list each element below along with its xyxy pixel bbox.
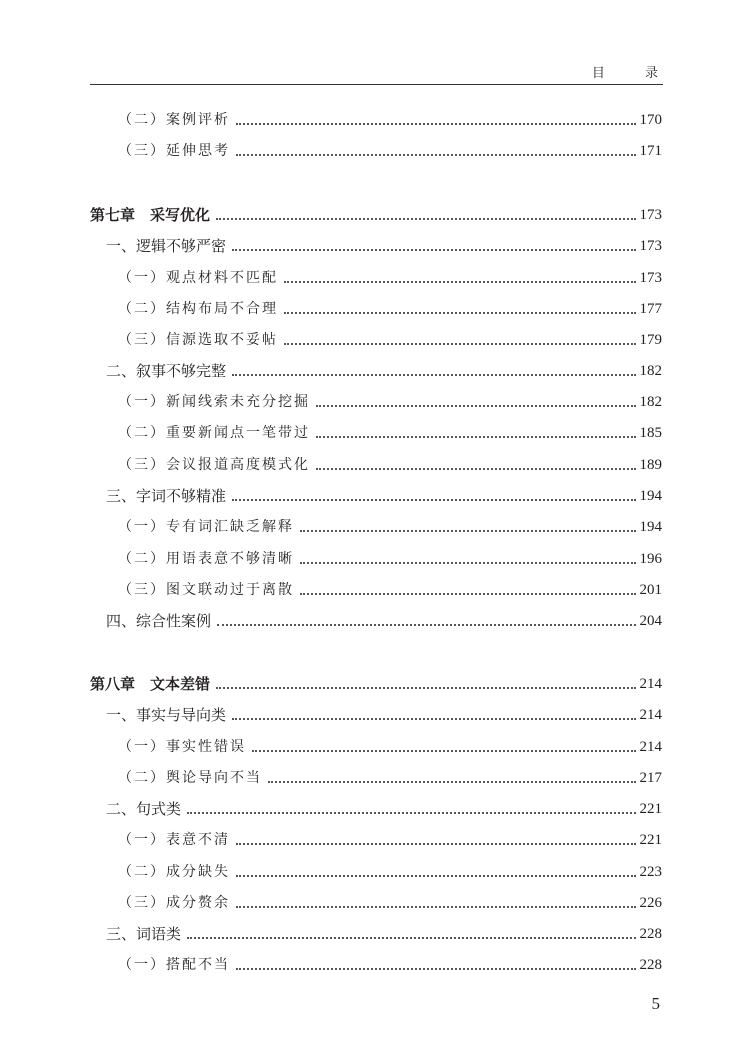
toc-entry[interactable] [0, 671, 662, 693]
toc-entry[interactable] [0, 483, 662, 505]
dot-leader [216, 218, 635, 220]
toc-entry[interactable] [0, 546, 662, 568]
toc-entry[interactable] [0, 827, 662, 849]
dot-leader [300, 530, 636, 532]
dot-leader [232, 249, 635, 251]
toc-entry-title: 一、逻辑不够严密 [106, 237, 227, 255]
toc-entry[interactable] [0, 577, 662, 599]
dot-leader [284, 343, 636, 345]
toc-entry[interactable] [0, 890, 662, 912]
dot-leader [232, 499, 635, 501]
toc-entry-title: （三）会议报道高度模式化 [118, 457, 310, 473]
toc-entry[interactable] [0, 202, 662, 224]
dot-leader [232, 374, 635, 376]
dot-leader [300, 593, 636, 595]
toc-entry[interactable] [0, 107, 662, 129]
toc-entry[interactable] [0, 389, 662, 411]
toc-entry[interactable] [0, 921, 662, 943]
toc-entry-page: 223 [639, 864, 662, 880]
dot-leader [284, 312, 636, 314]
dot-leader [236, 843, 636, 845]
dot-leader [236, 123, 636, 125]
header-rule [90, 84, 663, 85]
toc-entry-page: 217 [639, 770, 662, 786]
dot-leader [316, 436, 636, 438]
toc-entry-title: 一、事实与导向类 [106, 706, 227, 724]
page-number: 5 [651, 994, 660, 1013]
toc-entry-page: 194 [639, 488, 662, 504]
toc-entry-page: 179 [639, 332, 662, 348]
toc-entry-page: 173 [639, 270, 662, 286]
toc-entry-title: （一）事实性错误 [118, 739, 246, 755]
dot-leader [187, 812, 635, 814]
toc-entry[interactable] [0, 796, 662, 818]
toc-entry-page: 214 [639, 739, 662, 755]
dot-leader [236, 154, 636, 156]
dot-leader [252, 750, 636, 752]
toc-entry-title: 三、词语类 [106, 925, 182, 943]
toc-entry-page: 189 [639, 457, 662, 473]
toc-entry-title: （二）重要新闻点一笔带过 [118, 425, 310, 441]
toc-entry-title: （二）用语表意不够清晰 [118, 551, 294, 567]
toc-entry-page: 214 [639, 707, 662, 723]
toc-entry[interactable] [0, 138, 662, 160]
toc-entry[interactable] [0, 734, 662, 756]
toc-entry-title: 三、字词不够精准 [106, 487, 227, 505]
toc-entry[interactable] [0, 358, 662, 380]
toc-entry-page: 214 [639, 676, 662, 692]
toc-entry-page: 185 [639, 425, 662, 441]
toc-entry[interactable] [0, 233, 662, 255]
toc-entry[interactable] [0, 702, 662, 724]
toc-entry[interactable] [0, 296, 662, 318]
toc-entry-page: 177 [639, 301, 662, 317]
dot-leader [284, 281, 636, 283]
toc-entry-page: 182 [639, 394, 662, 410]
toc-entry-title: （一）专有词汇缺乏解释 [118, 519, 294, 535]
toc-entry[interactable] [0, 859, 662, 881]
toc-entry-title: 二、叙事不够完整 [106, 362, 227, 380]
toc-entry-page: 196 [639, 551, 662, 567]
toc-entry[interactable] [0, 265, 662, 287]
toc-entry[interactable] [0, 452, 662, 474]
dot-leader [187, 937, 635, 939]
toc-entry-page: 194 [639, 519, 662, 535]
toc-entry-page: 228 [639, 926, 662, 942]
dot-leader [217, 624, 635, 626]
running-header-title: 目 录 [591, 66, 676, 81]
toc-entry-title: （三）图文联动过于离散 [118, 582, 294, 598]
toc-entry[interactable] [0, 327, 662, 349]
toc-entry-title: （二）舆论导向不当 [118, 770, 262, 786]
toc-entry-page: 221 [639, 832, 662, 848]
toc-entry-title: （二）案例评析 [118, 112, 230, 128]
toc-entry[interactable] [0, 608, 662, 630]
dot-leader [236, 875, 636, 877]
dot-leader [232, 718, 635, 720]
toc-entry-page: 173 [639, 238, 662, 254]
toc-entry[interactable] [0, 514, 662, 536]
toc-entry-title: 四、综合性案例 [106, 612, 212, 630]
dot-leader [316, 468, 636, 470]
toc-entry-title: （一）新闻线索未充分挖掘 [118, 394, 310, 410]
toc-entry-page: 170 [639, 112, 662, 128]
toc-entry-title: （一）搭配不当 [118, 957, 230, 973]
toc-entry-title: 二、句式类 [106, 800, 182, 818]
toc-entry-title: （三）延伸思考 [118, 143, 230, 159]
toc-entry[interactable] [0, 420, 662, 442]
toc-entry-title: （三）信源选取不妥帖 [118, 332, 278, 348]
toc-entry-page: 201 [639, 582, 662, 598]
toc-entry-page: 221 [639, 801, 662, 817]
toc-entry-title: （二）结构布局不合理 [118, 301, 278, 317]
dot-leader [236, 906, 636, 908]
toc-entry-title: 第八章 文本差错 [90, 675, 211, 693]
toc-entry-page: 171 [639, 143, 662, 159]
dot-leader [236, 968, 636, 970]
toc-entry[interactable] [0, 765, 662, 787]
toc-entry-title: （一）表意不清 [118, 832, 230, 848]
toc-entry[interactable] [0, 952, 662, 974]
dot-leader [268, 781, 636, 783]
dot-leader [216, 687, 635, 689]
toc-entry-title: （二）成分缺失 [118, 864, 230, 880]
toc-entry-page: 204 [639, 613, 662, 629]
toc-entry-page: 173 [639, 207, 662, 223]
toc-entry-page: 226 [639, 895, 662, 911]
toc-entry-title: （一）观点材料不匹配 [118, 270, 278, 286]
dot-leader [316, 405, 636, 407]
toc-entry-title: 第七章 采写优化 [90, 206, 211, 224]
toc-entry-page: 228 [639, 957, 662, 973]
toc-entry-title: （三）成分赘余 [118, 895, 230, 911]
dot-leader [300, 562, 636, 564]
toc-entry-page: 182 [639, 363, 662, 379]
